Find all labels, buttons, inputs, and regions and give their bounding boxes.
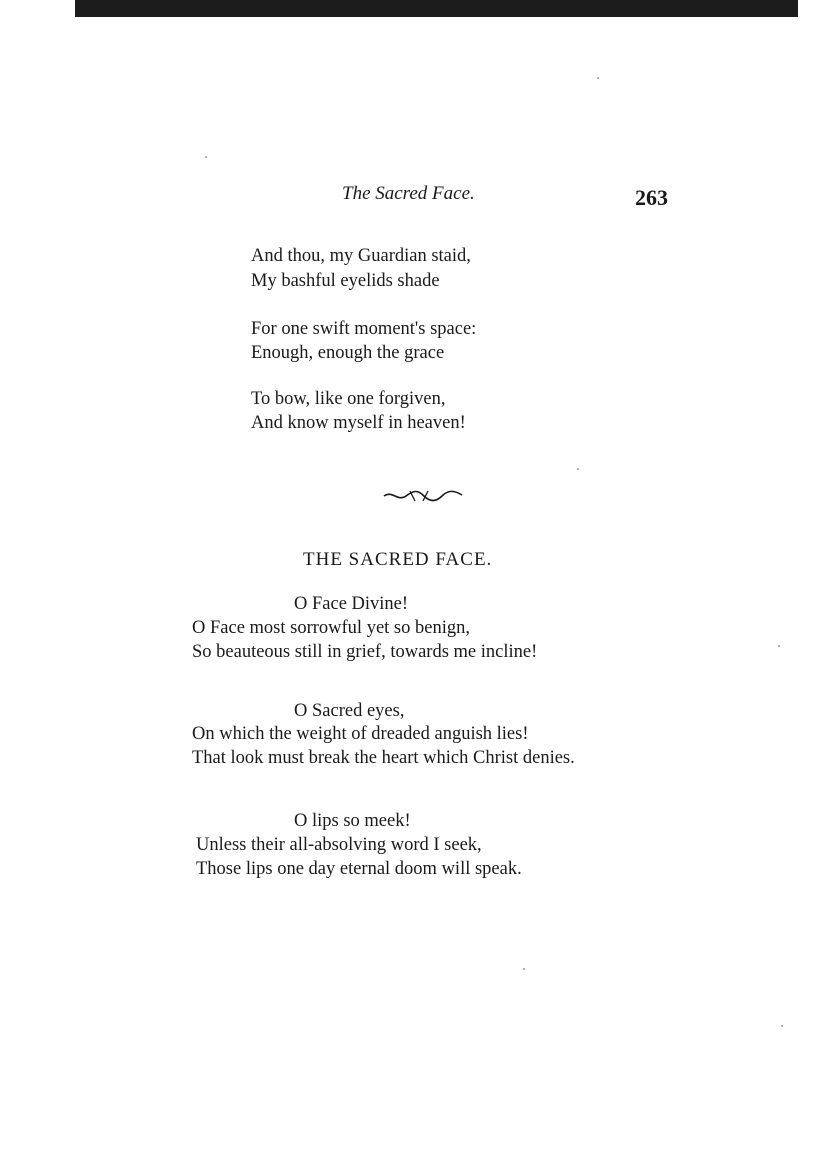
paper-speck — [597, 77, 599, 79]
paper-speck — [577, 468, 579, 470]
page-number: 263 — [635, 185, 668, 210]
wavy-flourish-icon — [382, 484, 464, 506]
running-head — [0, 183, 840, 213]
paper-speck — [781, 1025, 783, 1027]
running-title: The Sacred Face. — [342, 183, 475, 204]
top-border-bar — [75, 0, 798, 17]
verse-line: Enough, enough the grace — [251, 343, 445, 363]
verse-line: And thou, my Guardian staid, — [251, 246, 471, 266]
poem-title: THE SACRED FACE. — [303, 549, 493, 570]
verse-line: On which the weight of dreaded anguish lies! — [192, 724, 529, 744]
verse-line: O Sacred eyes, — [294, 701, 405, 721]
verse-line: My bashful eyelids shade — [251, 271, 440, 291]
verse-line: That look must break the heart which Christ denies. — [192, 748, 575, 768]
paper-speck — [523, 968, 525, 970]
verse-line: To bow, like one forgiven, — [251, 389, 446, 409]
verse-line: O lips so meek! — [294, 811, 411, 831]
verse-line: O Face most sorrowful yet so benign, — [192, 618, 470, 638]
paper-speck — [205, 156, 207, 158]
verse-line: O Face Divine! — [294, 594, 409, 614]
verse-line: For one swift moment's space: — [251, 319, 477, 339]
verse-line: So beauteous still in grief, towards me incline! — [192, 642, 538, 662]
verse-line: Unless their all-absolving word I seek, — [196, 835, 482, 855]
verse-line: And know myself in heaven! — [251, 413, 466, 433]
verse-line: Those lips one day eternal doom will speak. — [196, 859, 522, 879]
paper-speck — [778, 645, 780, 647]
